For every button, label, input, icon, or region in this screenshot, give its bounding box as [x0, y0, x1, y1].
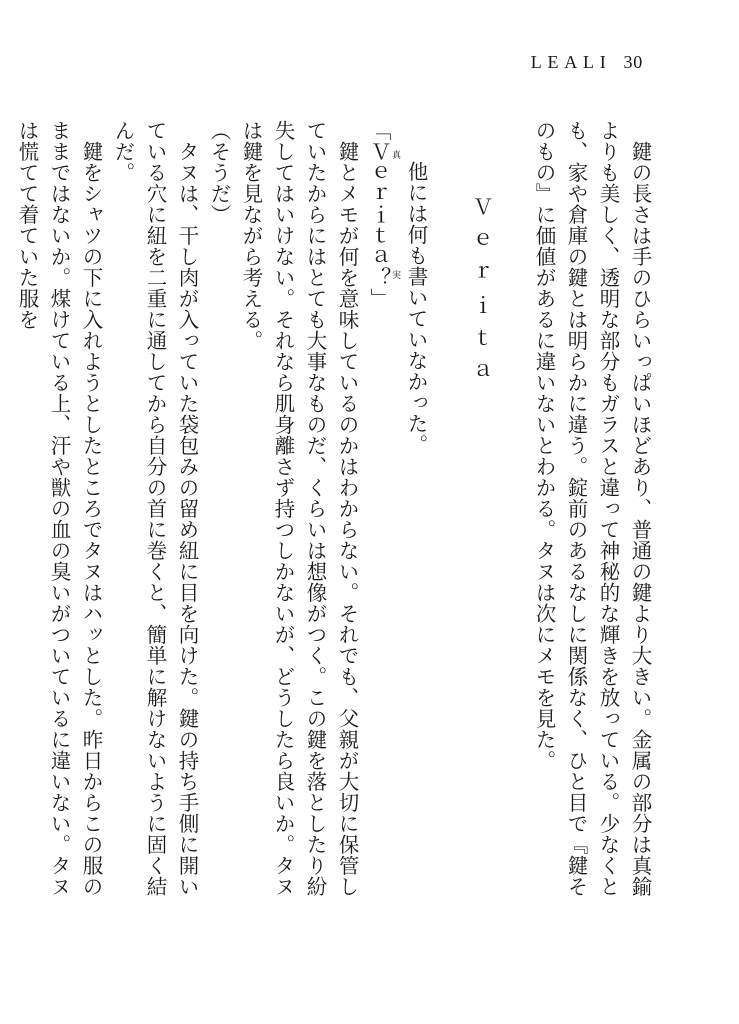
paragraph-nothing-else: 他には何も書いていなかった。: [404, 161, 428, 455]
paragraph-quote: [363, 120, 400, 910]
paragraph-string: タヌは、干し肉が入っていた袋包みの留め紐に目を向けた。鍵の持ち手側に開いている穴に紐を二重に通してから自分の首に巻くと、簡単に解けないように固く結んだ。: [111, 120, 199, 897]
quote-close: 」: [367, 288, 391, 309]
quote-open: 「: [367, 120, 391, 141]
page-number: 30: [623, 52, 643, 72]
paragraph-key-description: 鍵の長さは手のひらいっぱいほどあり、普通の鍵より大きい。金属の部分は真鍮よりも美しく、透明な部分もガラスと違って神秘的な輝きを放っている。少なくとも、家や倉庫の鍵とは明らかに違う。錠前のあるなしに関係なく、ひと目で『鍵そのもの』に価値があるに違いないとわかる。タヌは次にメモを見た。: [532, 120, 652, 897]
memo-word: Ｖｅｒｉｔａ: [469, 196, 491, 393]
paragraph-thought: （そうだ）: [207, 120, 231, 225]
book-title: LEALI: [530, 52, 612, 72]
blank-line: [496, 120, 528, 910]
running-header: [531, 52, 643, 73]
vertical-text-body: [15, 120, 656, 910]
paragraph-shirt: 鍵をシャツの下に入れようとしたところでタヌはハッとした。昨日からこの服のままではないか。煤けている上、汗や獣の血の臭いがついているに違いない。タヌは慌てて着ていた服を: [15, 120, 103, 897]
blank-line: [432, 120, 464, 910]
ruby-base: Ｖｅｒｉｔａ？: [367, 141, 391, 288]
ruby-verita: [367, 141, 400, 288]
paragraph-meaning: 鍵とメモが何を意味しているのかはわからない。それでも、父親が大切に保管していたからにはとても大事なものだ、くらいは想像がつく。この鍵を落としたり紛失してはいけない。それなら肌身離さず持つしかないが、どうしたら良いか。タヌは鍵を見ながら考える。: [239, 120, 359, 897]
ruby-text: 真実: [390, 141, 400, 288]
